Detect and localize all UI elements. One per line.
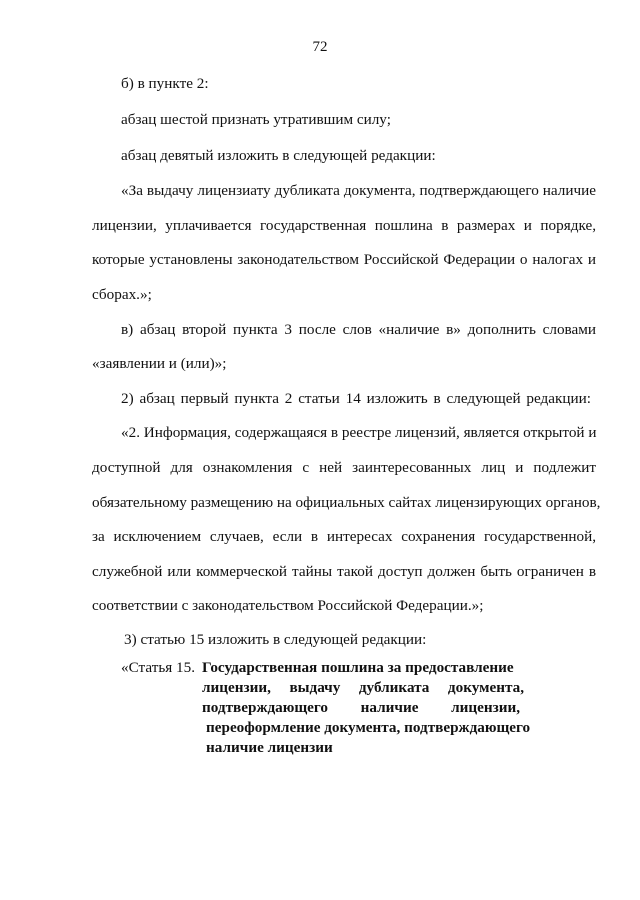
article-heading-line-4: переоформление документа, подтверждающего	[206, 719, 531, 736]
paragraph-item-b: б) в пункте 2:	[121, 75, 209, 92]
paragraph-item-v-line-2: «заявлении и (или)»;	[92, 355, 227, 372]
quote-line-3: которые установлены законодательством Российской Федерации о налогах и	[92, 251, 596, 268]
quote-line-2: лицензии, уплачивается государственная пошлина в размерах и порядке,	[92, 217, 596, 234]
paragraph-item-2: 2) абзац первый пункта 2 статьи 14 изложить в следующей редакции:	[121, 390, 591, 407]
page-number: 72	[312, 39, 328, 55]
article-heading-line-1: Государственная пошлина за предоставление	[202, 659, 514, 676]
article-heading-line-2: лицензии, выдачу дубликата документа,	[202, 679, 524, 696]
article-heading-line-5: наличие лицензии	[206, 739, 333, 756]
info-quote-line-6: соответствии с законодательством Российской Федерации.»;	[92, 597, 484, 614]
paragraph-abzac-9: абзац девятый изложить в следующей редакции:	[121, 147, 436, 164]
info-quote-line-2: доступной для ознакомления с ней заинтересованных лиц и подлежит	[92, 459, 596, 476]
info-quote-line-3: обязательному размещению на официальных сайтах лицензирующих органов,	[92, 494, 601, 511]
info-quote-line-4: за исключением случаев, если в интересах сохранения государственной,	[92, 528, 596, 545]
article-heading-line-3: подтверждающего наличие лицензии,	[202, 699, 520, 716]
quote-line-1: «За выдачу лицензиату дубликата документа, подтверждающего наличие	[121, 182, 596, 199]
quote-line-4: сборах.»;	[92, 286, 152, 303]
paragraph-abzac-6: абзац шестой признать утратившим силу;	[121, 111, 391, 128]
paragraph-item-3: 3) статью 15 изложить в следующей редакции:	[124, 631, 427, 648]
info-quote-line-5: служебной или коммерческой тайны такой доступ должен быть ограничен в	[92, 563, 596, 580]
article-heading-lead: «Статья 15.	[121, 659, 196, 676]
paragraph-item-v-line-1: в) абзац второй пункта 3 после слов «наличие в» дополнить словами	[121, 321, 596, 338]
info-quote-line-1: «2. Информация, содержащаяся в реестре лицензий, является открытой и	[121, 424, 597, 441]
